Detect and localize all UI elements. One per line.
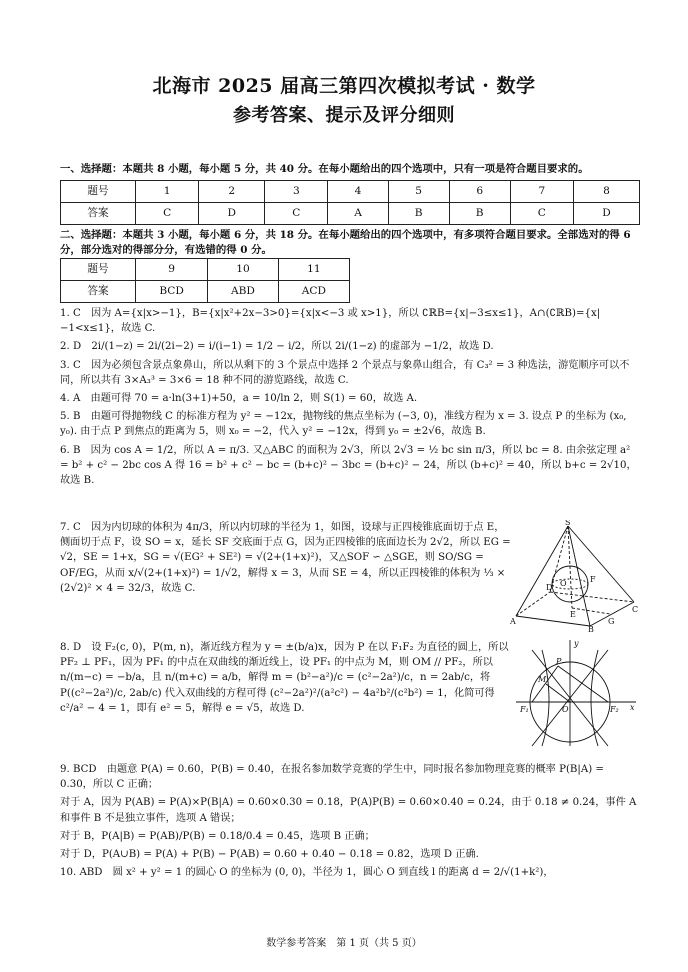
solution-q9-line4: 对于 D，P(A∪B) = P(A) + P(B) − P(AB) = 0.60 + 0.40 − 0.18 = 0.82，选项 D 正确. bbox=[60, 849, 479, 861]
solution-q10: 10. ABD 圆 x² + y² = 1 的圆心 O 的坐标为 (0, 0)，半径为 1，圆心 O 到直线 l 的距离 d = 2/√(1+k²)， bbox=[60, 867, 554, 879]
fig8-label: y bbox=[574, 639, 579, 648]
answer-cell: C bbox=[510, 203, 573, 225]
answer-cell: ABD bbox=[208, 281, 278, 303]
fig7-label: A bbox=[510, 617, 516, 626]
fig7-label: E bbox=[570, 610, 576, 619]
fig8-label: M bbox=[538, 675, 547, 684]
fig7-label: G bbox=[608, 617, 615, 626]
answer-cell: C bbox=[136, 203, 199, 225]
solution-q2 bbox=[60, 339, 638, 354]
solution-q9-line1: 9. BCD 由题意 P(A) = 0.60，P(B) = 0.40，在报名参加数学竞赛的学生中，同时报名参加物理竞赛的概率 P(B|A) = 0.30，所以 C 正确； bbox=[60, 764, 604, 791]
row-label: 答案 bbox=[61, 281, 136, 303]
solution-q2-label: 2. D bbox=[60, 341, 92, 353]
answer-cell: D bbox=[573, 203, 639, 225]
solutions-1-6 bbox=[60, 306, 638, 491]
question-number: 3 bbox=[265, 181, 328, 203]
question-number: 1 bbox=[136, 181, 199, 203]
question-number: 4 bbox=[328, 181, 388, 203]
fig7-label: B bbox=[588, 625, 594, 632]
row-label: 答案 bbox=[61, 203, 136, 225]
table-row-answers bbox=[61, 203, 640, 225]
solution-q6: 6. B 因为 cos A = 1/2，所以 A = π/3. 又△ABC 的面积为 2√3，所以 2√3 = ½ bc sin π/3，所以 bc = 8. 由余弦定理 a² = b² + c² − 2bc cos A 得 16 = b² + c² − bc = (b+c)² − 3bc = (b+c)² − 24，所以 (b+c)² = 40，所以 b+c = 2√10，故选 B. bbox=[60, 444, 637, 487]
question-number: 6 bbox=[449, 181, 510, 203]
fig7-label: F bbox=[590, 575, 596, 584]
solution-q5: 5. B 由题可得抛物线 C 的标准方程为 y² = −12x，抛物线的焦点坐标为 (−3, 0)，准线方程为 x = 3. 设点 P 的坐标为 (x₀, y₀). 由于点 P 到焦点的距离为 5，则 x₀ = −2，代入 y² = −12x，得到 y₀ = ±2√6，故选 B. bbox=[60, 411, 627, 438]
section2-heading: 二、选择题：本题共 3 小题，每小题 6 分，共 18 分。在每小题给出的四个选项中，有多项符合题目要求。全部选对的得 6 分，部分选对的得部分分，有选错的得 0 分。 bbox=[60, 229, 631, 256]
fig7-label: C bbox=[632, 605, 639, 614]
question-number: 7 bbox=[510, 181, 573, 203]
section1-answer-table bbox=[60, 180, 640, 225]
fig8-label: F₁ bbox=[520, 705, 529, 714]
fig8-label: P bbox=[556, 657, 562, 666]
answer-cell: C bbox=[265, 203, 328, 225]
fig8-label: x bbox=[630, 703, 635, 712]
row-label: 题号 bbox=[61, 181, 136, 203]
answer-cell: B bbox=[449, 203, 510, 225]
solution-q8: 8. D 设 F₂(c, 0)，P(m, n)，渐近线方程为 y = ±(b/a)x，因为 P 在以 F₁F₂ 为直径的圆上，所以 PF₂ ⊥ PF₁，因为 PF₁ 的中点在双曲线的渐近线上，设 PF₁ 的中点为 M，则 OM // PF₂，所以 n/(m−c) = −b/a，且 n/(m+c) = a/b，解得 m = (b²−a²)/c = (c²−2a²)/c，n = 2ab/c，将 P((c²−2a²)/c, 2ab/c) 代入双曲线的方程可得 (c²−2a²)²/(a²c²) − 4a²b²/(c²b²) = 1，化简可得 c²/a² − 4 = 1，即有 e² = 5，解得 e = √5，故选 D. bbox=[60, 642, 509, 714]
exam-subtitle: 参考答案、提示及评分细则 bbox=[233, 105, 455, 126]
table-row-numbers bbox=[61, 181, 640, 203]
solution-q1: 1. C 因为 A={x|x>−1}，B={x|x²+2x−3>0}={x|x<−3 或 x>1}，所以 ∁ℝB={x|−3≤x≤1}，A∩(∁ℝB)={x|−1<x≤1}，故选 C. bbox=[60, 308, 601, 335]
hyperbola-figure bbox=[512, 636, 640, 750]
answer-cell: BCD bbox=[136, 281, 208, 303]
fig8-label: O bbox=[562, 705, 569, 714]
answer-cell: ACD bbox=[278, 281, 349, 303]
fig7-label: O bbox=[560, 579, 567, 588]
table-row-numbers bbox=[61, 259, 350, 281]
solution-q4: 4. A 由题可得 70 = a·ln(3+1)+50，a = 10/ln 2，则 S(1) = 60，故选 A. bbox=[60, 393, 418, 405]
answer-cell: B bbox=[388, 203, 449, 225]
question-number: 8 bbox=[573, 181, 639, 203]
fig7-label: S bbox=[565, 520, 571, 527]
question-number: 10 bbox=[208, 259, 278, 281]
row-label: 题号 bbox=[61, 259, 136, 281]
solution-q3: 3. C 因为必须包含景点象鼻山，所以从剩下的 3 个景点中选择 2 个景点与象鼻山组合，有 C₃² = 3 种选法，游览顺序可以不同，所以共有 3×A₃³ = 3×6 = 18 种不同的游览路线，故选 C. bbox=[60, 359, 630, 386]
solutions-9-10 bbox=[60, 762, 638, 883]
pyramid-figure bbox=[510, 520, 640, 632]
question-number: 2 bbox=[199, 181, 265, 203]
table-row-answers bbox=[61, 281, 350, 303]
exam-title: 北海市 2025 届高三第四次模拟考试 · 数学 bbox=[152, 75, 536, 97]
fig7-label: D bbox=[546, 583, 553, 592]
answer-cell: D bbox=[199, 203, 265, 225]
question-number: 9 bbox=[136, 259, 208, 281]
section1-heading: 一、选择题：本题共 8 小题，每小题 5 分，共 40 分。在每小题给出的四个选项中，只有一项是符合题目要求的。 bbox=[60, 163, 589, 175]
solution-q7: 7. C 因为内切球的体积为 4π/3，所以内切球的半径为 1，如图，设球与正四棱锥底面切于点 E，侧面切于点 F，设 SO = x，延长 SF 交底面于点 G，因为正四棱锥的底面边长为 2√2，所以 EG = √2，SE = 1+x，SG = √(EG² + SE²) = √(2+(1+x)²)，又△SOF ∽ △SGE，则 SO/SG = OF/EG，从而 x/√(2+(1+x)²) = 1/√2，解得 x = 3，从而 SE = 4，所以正四棱锥的体积为 ⅓ × (2√2)² × 4 = 32/3，故选 C. bbox=[60, 522, 511, 594]
question-number: 5 bbox=[388, 181, 449, 203]
solution-q9-line2: 对于 A，因为 P(AB) = P(A)×P(B|A) = 0.60×0.30 = 0.18，P(A)P(B) = 0.60×0.40 = 0.24，由于 0.18 ≠ 0.24，事件 A 和事件 B 不是独立事件，选项 A 错误； bbox=[60, 797, 637, 824]
fig8-label: F₂ bbox=[610, 705, 619, 714]
section2-answer-table bbox=[60, 258, 350, 303]
answer-cell: A bbox=[328, 203, 388, 225]
page-footer: 数学参考答案 第 1 页（共 5 页） bbox=[266, 938, 422, 949]
solution-q9-line3: 对于 B，P(A|B) = P(AB)/P(B) = 0.18/0.4 = 0.45，选项 B 正确； bbox=[60, 830, 375, 842]
solution-q2-body: 2i/(1−z) = 2i/(2i−2) = i/(i−1) = 1/2 − i/2，所以 2i/(1−z) 的虚部为 −1/2，故选 D. bbox=[91, 341, 494, 353]
question-number: 11 bbox=[278, 259, 349, 281]
